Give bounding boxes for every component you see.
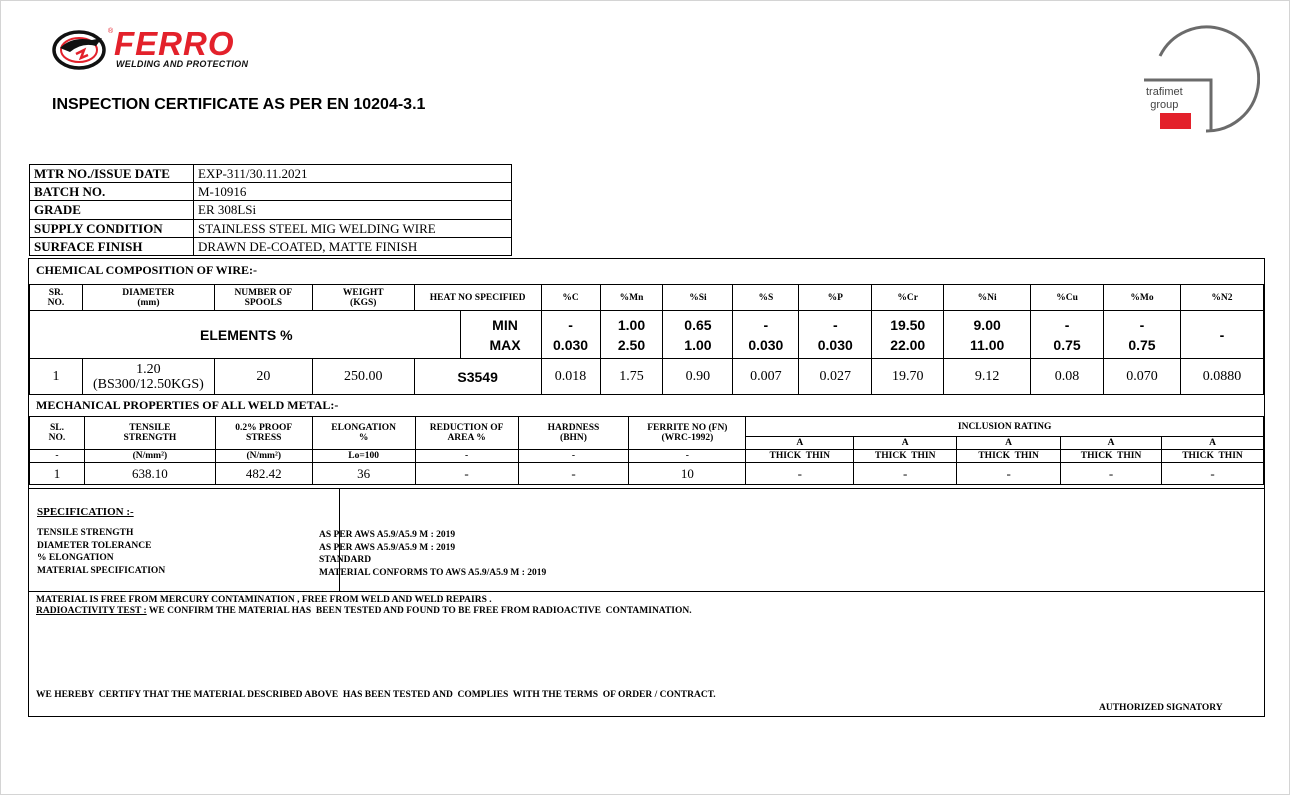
col-header: %N2 (1180, 285, 1263, 311)
info-row (30, 237, 512, 255)
col-header (312, 417, 415, 450)
max-value: 0.75 (1128, 336, 1156, 353)
mech-data-row (30, 463, 1264, 485)
ferro-logo (52, 26, 267, 74)
brand-tagline: WELDING AND PROTECTION (116, 59, 249, 69)
col-header-line: FERRITE NO (FN) (647, 423, 728, 433)
col-header-line: WEIGHT (342, 287, 384, 298)
info-row (30, 219, 512, 237)
cell: 1 (30, 359, 83, 395)
limit-cell (1031, 311, 1104, 359)
info-row (30, 165, 512, 183)
col-header (84, 417, 215, 450)
unit-cell: - (518, 450, 629, 463)
cell: 638.10 (84, 463, 215, 485)
col-header-line: TENSILE (129, 423, 171, 433)
elements-cell (30, 311, 542, 359)
col-header: %Mn (600, 285, 663, 311)
min-value: - (1064, 316, 1070, 333)
radio-text: WE CONFIRM THE MATERIAL HAS BEEN TESTED AND FOUND TO BE FREE FROM RADIOACTIVE CONTAMINATION. (146, 606, 692, 616)
elements-label: ELEMENTS % (200, 327, 293, 343)
spec-title: SPECIFICATION :- (37, 506, 134, 518)
col-header-line: SL. (49, 423, 64, 433)
min-max-labels (485, 315, 525, 355)
max-value: 0.030 (748, 336, 784, 353)
col-header-line: 0.2% PROOF (235, 423, 293, 433)
cell: 0.007 (733, 359, 799, 395)
cell: - (1061, 463, 1162, 485)
spec-values (319, 529, 546, 579)
col-header (82, 285, 214, 311)
inclusion-col: A (957, 437, 1061, 450)
cell: 9.12 (944, 359, 1031, 395)
col-header: %Cr (872, 285, 944, 311)
cell: 0.90 (663, 359, 733, 395)
col-header-line: ELONGATION (331, 423, 397, 433)
chem-section-title: CHEMICAL COMPOSITION OF WIRE:- (36, 263, 258, 277)
min-value: 0.65 (684, 316, 712, 333)
cell: - (854, 463, 957, 485)
col-header (215, 417, 312, 450)
radio-label: RADIOACTIVITY TEST : (36, 606, 147, 616)
inclusion-col: A (746, 437, 854, 450)
unit-cell: (N/mm²) (215, 450, 312, 463)
col-header-line: DIAMETER (122, 287, 175, 298)
registered-mark: ® (108, 28, 114, 35)
info-value: DRAWN DE-COATED, MATTE FINISH (194, 237, 512, 255)
info-value: EXP-311/30.11.2021 (194, 165, 512, 183)
cell: 0.08 (1031, 359, 1104, 395)
col-header: %Ni (944, 285, 1031, 311)
min-value: 9.00 (973, 316, 1001, 333)
cell: 482.42 (215, 463, 312, 485)
diameter-value: 1.20 (136, 361, 161, 377)
certify-statement: WE HEREBY CERTIFY THAT THE MATERIAL DESCRIBED ABOVE HAS BEEN TESTED AND COMPLIES WITH THE TERMS OF ORDER / CONTRACT. (36, 690, 716, 700)
spec-label: % ELONGATION (37, 553, 114, 563)
col-header-line: REDUCTION OF (429, 423, 504, 433)
cell: - (518, 463, 629, 485)
col-header-line: (WRC-1992) (661, 433, 714, 443)
chem-data-row (30, 359, 1264, 395)
max-label: MAX (489, 337, 521, 353)
col-header: %Si (663, 285, 733, 311)
mech-section-title: MECHANICAL PROPERTIES OF ALL WELD METAL:- (36, 398, 339, 412)
spec-label: MATERIAL SPECIFICATION (37, 565, 166, 576)
thick-thin-cell: THICK THIN (1061, 450, 1162, 463)
col-header: %Cu (1031, 285, 1104, 311)
info-label: BATCH NO. (30, 183, 194, 201)
unit-cell: (N/mm²) (84, 450, 215, 463)
mercury-note: MATERIAL IS FREE FROM MERCURY CONTAMINATION , FREE FROM WELD AND WELD REPAIRS . (36, 595, 492, 605)
col-header (214, 285, 312, 311)
col-header-line: (KGS) (350, 297, 377, 308)
inclusion-col: A (1162, 437, 1264, 450)
inclusion-col: A (1061, 437, 1162, 450)
info-label: SURFACE FINISH (30, 237, 194, 255)
chem-table (29, 284, 1264, 395)
specification-section (29, 488, 1264, 592)
mech-header-row (30, 417, 1264, 437)
spec-label: TENSILE STRENGTH (37, 528, 134, 538)
col-header-line: STRENGTH (123, 433, 177, 443)
info-label: MTR NO./ISSUE DATE (30, 165, 194, 183)
max-value: 2.50 (617, 336, 646, 353)
info-table (29, 164, 512, 256)
spec-labels (37, 527, 165, 577)
limit-cell (944, 311, 1031, 359)
min-value: - (1139, 316, 1145, 333)
thick-thin-cell: THICK THIN (957, 450, 1061, 463)
col-header (312, 285, 414, 311)
col-header-line: (mm) (137, 297, 160, 308)
ferro-emblem-icon (52, 28, 110, 72)
heat-number: S3549 (414, 359, 541, 395)
col-header-line: STRESS (246, 433, 282, 443)
diameter-spool: (BS300/12.50KGS) (92, 376, 204, 392)
spec-value: MATERIAL CONFORMS TO AWS A5.9/A5.9 M : 2019 (319, 567, 547, 578)
info-value: STAINLESS STEEL MIG WELDING WIRE (194, 219, 512, 237)
max-value: 0.030 (817, 336, 853, 353)
certificate-title: INSPECTION CERTIFICATE AS PER EN 10204-3.1 (52, 96, 426, 113)
cell: 20 (214, 359, 312, 395)
info-row (30, 201, 512, 219)
spec-label: DIAMETER TOLERANCE (37, 540, 152, 551)
cell: - (415, 463, 518, 485)
col-header: %P (799, 285, 872, 311)
cell: 19.70 (872, 359, 944, 395)
inclusion-header: INCLUSION RATING (746, 417, 1264, 437)
cell: 1 (30, 463, 85, 485)
inclusion-col: A (854, 437, 957, 450)
min-value: - (568, 316, 573, 333)
limit-cell (872, 311, 944, 359)
col-header (518, 417, 629, 450)
cell: 250.00 (312, 359, 414, 395)
trafimet-line-2: group (1150, 99, 1179, 111)
cell: 0.0880 (1180, 359, 1263, 395)
min-value: 19.50 (890, 316, 926, 333)
limit-cell (1180, 311, 1263, 359)
limit-cell (541, 311, 600, 359)
col-header (30, 285, 83, 311)
limit-cell (1104, 311, 1181, 359)
trafimet-logo-icon (1140, 24, 1260, 138)
unit-cell: - (30, 450, 85, 463)
cell: 0.027 (799, 359, 872, 395)
col-header-line: SR. (48, 287, 64, 298)
col-header-line: AREA % (447, 433, 486, 443)
col-header-line: NUMBER OF (234, 287, 293, 298)
spec-value: STANDARD (319, 555, 372, 565)
spec-value: AS PER AWS A5.9/A5.9 M : 2019 (319, 542, 456, 553)
col-header: %Mo (1104, 285, 1181, 311)
col-header: %C (541, 285, 600, 311)
max-value: 0.75 (1053, 336, 1081, 353)
chem-header-row (30, 285, 1264, 311)
chem-limits-row (30, 311, 1264, 359)
min-value: 1.00 (617, 316, 646, 333)
col-header-line: HARDNESS (547, 423, 600, 433)
col-header-line: NO. (48, 433, 66, 443)
min-value: - (763, 316, 769, 333)
col-header (415, 417, 518, 450)
cell: 10 (629, 463, 746, 485)
info-value: M-10916 (194, 183, 512, 201)
col-header-line: SPOOLS (244, 297, 283, 308)
cell (82, 359, 214, 395)
col-header (629, 417, 746, 450)
col-header: %S (733, 285, 799, 311)
unit-cell: - (629, 450, 746, 463)
authorized-signatory: AUTHORIZED SIGNATORY (1099, 703, 1223, 713)
thick-thin-cell: THICK THIN (1162, 450, 1264, 463)
brand-name: FERRO (114, 25, 235, 62)
limit-divider (460, 311, 461, 359)
min-value: - (1219, 326, 1225, 343)
cell: 36 (312, 463, 415, 485)
max-value: 11.00 (970, 336, 1005, 353)
thick-thin-cell: THICK THIN (854, 450, 957, 463)
cell: 0.018 (541, 359, 600, 395)
max-value: 22.00 (890, 336, 926, 353)
min-value: - (832, 316, 838, 333)
trafimet-text (1146, 86, 1183, 112)
trafimet-line-1: trafimet (1146, 86, 1183, 98)
limit-cell (600, 311, 663, 359)
col-header-line: NO. (47, 297, 65, 308)
min-label: MIN (492, 317, 518, 333)
info-row (30, 183, 512, 201)
radioactivity-note (36, 606, 692, 616)
mech-units-row (30, 450, 1264, 463)
unit-cell: - (415, 450, 518, 463)
max-value: 1.00 (684, 336, 712, 353)
cell: - (1162, 463, 1264, 485)
cell: - (957, 463, 1061, 485)
max-value: 0.030 (553, 336, 589, 353)
col-header (30, 417, 85, 450)
info-value: ER 308LSi (194, 201, 512, 219)
limit-cell (663, 311, 733, 359)
info-label: GRADE (30, 201, 194, 219)
col-header-line: (BHN) (560, 433, 587, 443)
cell: 1.75 (600, 359, 663, 395)
col-header-line: % (358, 433, 369, 443)
limit-cell (733, 311, 799, 359)
col-header: HEAT NO SPECIFIED (414, 285, 541, 311)
spec-value: AS PER AWS A5.9/A5.9 M : 2019 (319, 530, 456, 540)
limit-cell (799, 311, 872, 359)
cell: 0.070 (1104, 359, 1181, 395)
unit-cell: Lo=100 (312, 450, 415, 463)
thick-thin-cell: THICK THIN (746, 450, 854, 463)
mech-table (29, 416, 1264, 485)
cell: - (746, 463, 854, 485)
info-label: SUPPLY CONDITION (30, 219, 194, 237)
